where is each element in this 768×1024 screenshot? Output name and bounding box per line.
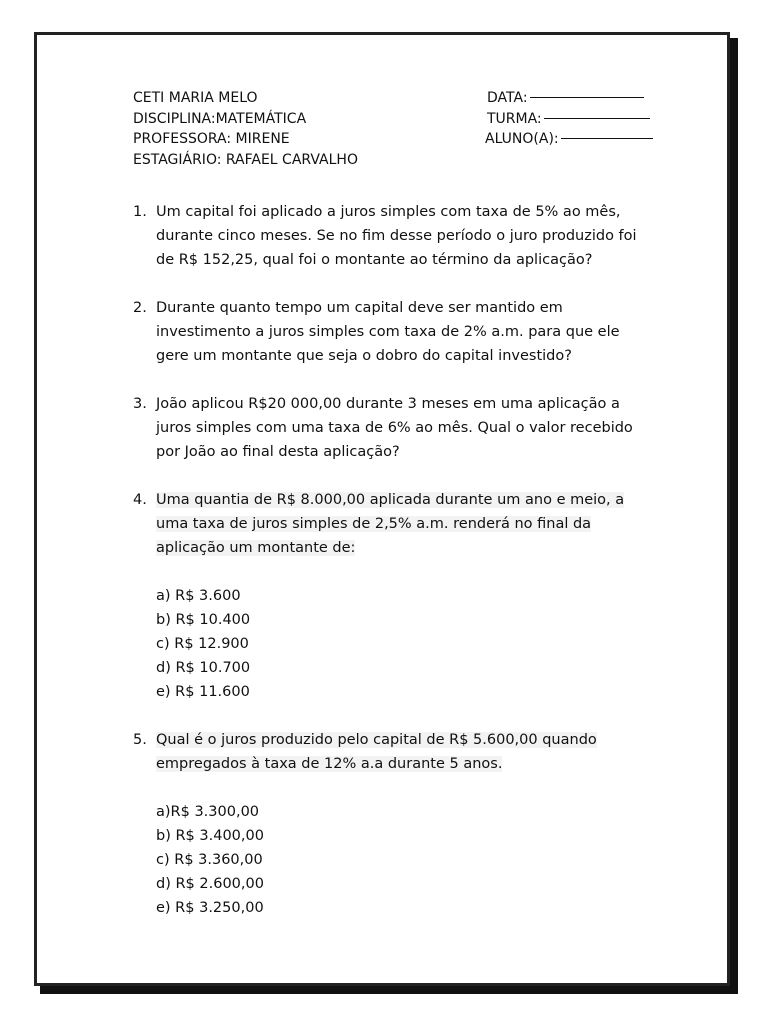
question-list (133, 200, 653, 944)
answer-option: b) R$ 10.400 (156, 612, 251, 628)
header-row-4 (133, 150, 663, 171)
question-text (156, 488, 653, 560)
question-line: Um capital foi aplicado a juros simples com taxa de 5% ao mês, (156, 204, 621, 220)
header-row-1 (133, 88, 663, 109)
class-field (487, 109, 650, 130)
question-number: 5. (133, 732, 147, 748)
answer-option: d) R$ 2.600,00 (156, 876, 264, 892)
question-text (156, 728, 653, 776)
question-line: uma taxa de juros simples de 2,5% a.m. renderá no final da (156, 516, 592, 532)
header-row-3 (133, 129, 663, 150)
question-line: investimento a juros simples com taxa de 2% a.m. para que ele (156, 324, 620, 340)
question-text (156, 296, 653, 368)
question-number: 1. (133, 204, 147, 220)
question-line: de R$ 152,25, qual foi o montante ao término da aplicação? (156, 252, 593, 268)
answer-option: e) R$ 3.250,00 (156, 900, 264, 916)
answer-option: a)R$ 3.300,00 (156, 804, 260, 820)
question-4 (133, 488, 653, 704)
question-line: gere um montante que seja o dobro do capital investido? (156, 348, 572, 364)
school-name: CETI MARIA MELO (133, 90, 258, 106)
question-number: 3. (133, 396, 147, 412)
answer-option: a) R$ 3.600 (156, 588, 241, 604)
student-label: ALUNO(A): (485, 131, 559, 147)
question-line: Uma quantia de R$ 8.000,00 aplicada durante um ano e meio, a (156, 492, 625, 508)
question-number: 4. (133, 492, 147, 508)
question-line: durante cinco meses. Se no fim desse período o juro produzido foi (156, 228, 637, 244)
question-5 (133, 728, 653, 920)
question-line: juros simples com uma taxa de 6% ao mês. Qual o valor recebido (156, 420, 633, 436)
question-text (156, 200, 653, 272)
answer-option: c) R$ 3.360,00 (156, 852, 263, 868)
date-blank-line (530, 97, 644, 98)
class-blank-line (544, 118, 650, 119)
class-label: TURMA: (487, 110, 542, 127)
question-line: por João ao final desta aplicação? (156, 444, 400, 460)
date-field (487, 88, 644, 109)
answer-option: b) R$ 3.400,00 (156, 828, 264, 844)
question-line: João aplicou R$20 000,00 durante 3 meses em uma aplicação a (156, 396, 620, 412)
question-line: Durante quanto tempo um capital deve ser mantido em (156, 300, 563, 316)
answer-option: c) R$ 12.900 (156, 636, 249, 652)
teacher: PROFESSORA: MIRENE (133, 131, 290, 147)
student-blank-line (561, 138, 653, 139)
question-line: aplicação um montante de: (156, 540, 356, 556)
question-text (156, 392, 653, 464)
discipline: DISCIPLINA:MATEMÁTICA (133, 110, 307, 127)
answer-option: e) R$ 11.600 (156, 684, 250, 700)
question-1 (133, 200, 653, 272)
answer-option: d) R$ 10.700 (156, 660, 251, 676)
worksheet-header (133, 88, 663, 170)
question-line: empregados à taxa de 12% a.a durante 5 anos. (156, 756, 503, 772)
date-label: DATA: (487, 90, 528, 106)
intern: ESTAGIÁRIO: RAFAEL CARVALHO (133, 151, 358, 168)
question-line: Qual é o juros produzido pelo capital de R$ 5.600,00 quando (156, 732, 597, 748)
answer-options (156, 584, 653, 704)
question-2 (133, 296, 653, 368)
header-row-2 (133, 109, 663, 130)
question-number: 2. (133, 300, 147, 316)
answer-options (156, 800, 653, 920)
question-3 (133, 392, 653, 464)
student-field (485, 129, 653, 150)
